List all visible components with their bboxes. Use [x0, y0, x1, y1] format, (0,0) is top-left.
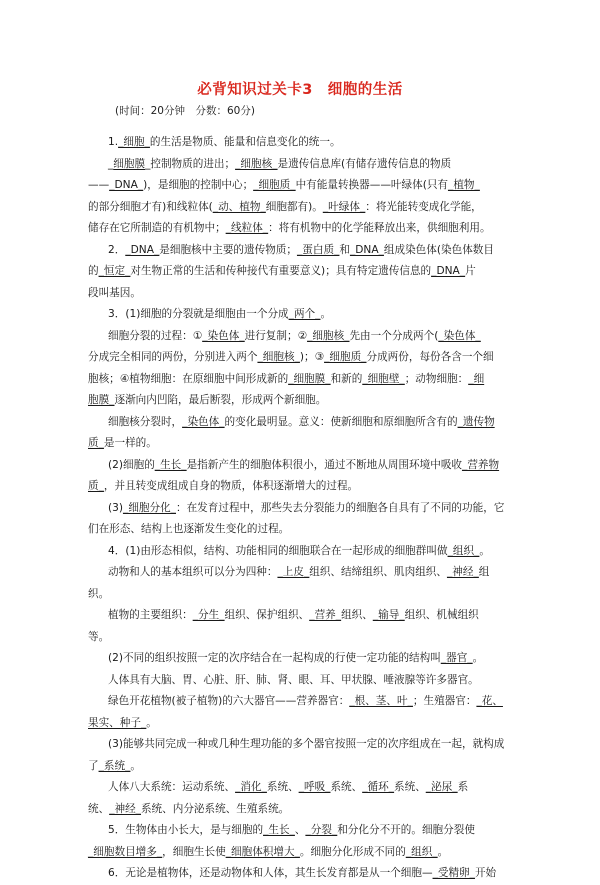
text-line — [88, 820, 516, 842]
text-line — [88, 369, 516, 391]
text-line — [88, 218, 516, 240]
text-segment: 5．生物体由小长大，是与细胞的 — [108, 824, 264, 836]
answer-fill: _系统_ — [98, 759, 131, 772]
text-segment: 。 — [472, 652, 484, 664]
text-line — [88, 842, 516, 864]
document-title: 必背知识过关卡3 细胞的生活 — [197, 82, 403, 98]
text-segment: 是细胞核中主要的遗传物质； — [159, 243, 297, 256]
text-line — [88, 670, 516, 692]
text-line — [88, 605, 516, 627]
answer-fill: _细胞_ — [118, 136, 150, 148]
text-line — [88, 756, 516, 778]
text-segment: ，细胞生长使 — [162, 845, 226, 858]
text-line — [88, 304, 516, 326]
text-line — [88, 240, 516, 262]
text-segment: ；动物细胞： — [404, 372, 469, 385]
text-segment: ：在发育过程中，那些失去分裂能力的细胞各自具有了不同的功能，它 — [175, 501, 505, 514]
text-segment: 系统、 — [266, 781, 299, 793]
text-line — [88, 261, 516, 283]
text-segment: 进行复制；② — [244, 329, 308, 342]
text-segment: 组织、保护组织、 — [224, 609, 310, 621]
text-segment: 系统、 — [394, 781, 426, 793]
text-segment: 逐渐向内凹陷，最后断裂，形成两个新细胞。 — [114, 394, 327, 406]
answer-fill: 果实、种子_ — [88, 716, 147, 729]
text-segment: ：将有机物中的化学能释放出来，供细胞利用。 — [268, 222, 491, 234]
answer-fill: _细胞壁_ — [362, 372, 405, 385]
answer-fill: _细 — [468, 372, 485, 385]
text-segment: 的 — [88, 265, 99, 277]
text-line — [88, 498, 516, 520]
text-line — [88, 691, 516, 713]
answer-fill: _DNA_ — [125, 243, 160, 256]
answer-fill: _细胞质_ — [253, 179, 296, 191]
text-segment: 2． — [108, 243, 126, 256]
answer-fill: _神经_ — [447, 566, 479, 578]
text-segment: 系统、内分泌系统、生殖系统。 — [140, 802, 290, 815]
answer-fill: _遗传物 — [457, 415, 495, 428]
text-segment: 是指新产生的细胞体积很小，通过不断地从周围环境中吸收 — [186, 458, 463, 471]
answer-fill: _输导_ — [372, 609, 405, 621]
text-segment: 动物和人的基本组织可以分为四种： — [108, 566, 278, 578]
text-line — [88, 347, 516, 369]
text-segment: ：将光能转变成化学能， — [365, 200, 482, 213]
answer-fill: _细胞分化_ — [123, 501, 176, 514]
answer-fill: _恒定_ — [98, 265, 131, 277]
answer-fill: _花、 — [476, 695, 503, 707]
text-segment: 统、 — [88, 802, 110, 815]
text-segment: 。细胞分化形成不同的 — [299, 845, 406, 858]
text-line — [88, 713, 516, 735]
answer-fill: _分生_ — [192, 609, 225, 621]
answer-fill: 质_ — [88, 480, 104, 492]
text-segment: 1. — [108, 136, 119, 148]
text-segment: _ — [108, 157, 114, 170]
text-segment: 了 — [88, 759, 99, 772]
text-line — [88, 799, 516, 821]
text-line — [88, 455, 516, 477]
text-segment: (3) — [108, 501, 124, 514]
text-line — [88, 863, 516, 885]
text-segment: 分成两份，每份各含一个细 — [366, 351, 494, 363]
text-segment: 织。 — [88, 587, 110, 600]
answer-fill: 质_ — [88, 437, 104, 449]
answer-fill: _细胞体积增大_ — [225, 845, 300, 858]
text-segment: 等。 — [88, 630, 110, 643]
text-segment: 植物的主要组织： — [108, 609, 193, 621]
answer-fill: _DNA_ — [431, 265, 466, 277]
answer-fill: _细胞核_ — [257, 351, 300, 363]
text-segment: 。 — [320, 308, 332, 320]
answer-fill: _染色体_ — [438, 329, 481, 342]
answer-fill: _两个_ — [288, 308, 321, 320]
text-segment: 组织、结缔组织、肌肉组织、 — [309, 566, 447, 578]
text-line — [88, 777, 516, 799]
answer-fill: _细胞膜_ — [288, 372, 331, 385]
answer-fill: _DNA_ — [349, 243, 384, 256]
text-segment: 组成染色体(染色体数目 — [383, 243, 494, 256]
text-segment: )，是细胞的控制中心； — [143, 179, 254, 191]
text-segment: 组织、 — [341, 609, 373, 621]
text-segment: 们在形态、结构上也逐渐发生变化的过程。 — [88, 523, 290, 535]
text-segment: 是一样的。 — [103, 437, 157, 449]
text-segment: 对生物正常的生活和传种接代有重要意义)；具有特定遗传信息的 — [130, 265, 432, 277]
text-segment: 。 — [146, 716, 157, 729]
text-segment: 和 — [339, 243, 350, 256]
answer-fill: _细胞数目增多_ — [88, 845, 163, 858]
text-line — [88, 734, 516, 756]
text-line — [88, 519, 516, 541]
answer-fill: _营养物 — [462, 458, 500, 471]
text-segment: 细胞分裂的过程：① — [108, 329, 203, 342]
answer-fill: _神经_ — [109, 802, 141, 815]
text-segment: 的变化最明显。意义：使新细胞和原细胞所含有的 — [224, 415, 458, 428]
text-line — [88, 476, 516, 498]
text-line — [88, 541, 516, 563]
text-segment: 细胞核分裂时， — [108, 415, 183, 428]
text-segment: 人体具有大脑、胃、心脏、肝、肺、肾、眼、耳、甲状腺、唾液腺等许多器官。 — [108, 673, 479, 686]
answer-fill: _消化_ — [235, 781, 267, 793]
text-segment: 细胞都有)。 — [265, 200, 323, 213]
answer-fill: _DNA_ — [109, 179, 144, 191]
text-line — [88, 390, 516, 412]
text-segment: 开始 — [474, 867, 497, 879]
text-segment: 中有能量转换器——叶绿体(只有 — [295, 179, 449, 191]
answer-fill: _组织_ — [447, 544, 480, 557]
text-segment: (3)能够共同完成一种或几种生理功能的多个器官按照一定的次序组成在一起，就构成 — [108, 738, 505, 750]
text-segment: 系统、 — [330, 781, 363, 793]
answer-fill: _泌尿_ — [425, 781, 458, 793]
text-line — [88, 175, 516, 197]
answer-fill: _动、植物_ — [212, 200, 266, 213]
answer-fill: _器官_ — [440, 652, 473, 664]
text-line — [88, 132, 516, 154]
answer-fill: _上皮_ — [277, 566, 310, 578]
text-segment: 绿色开花植物(被子植物)的六大器官——营养器官： — [108, 695, 350, 707]
answer-fill: _细胞核_ — [307, 329, 350, 342]
answer-fill: _细胞质_ — [324, 351, 367, 363]
answer-fill: _蛋白质_ — [297, 243, 340, 256]
text-segment: (2)不同的组织按照一定的次序结合在一起构成的行使一定功能的结构叫 — [108, 652, 441, 664]
text-segment: 先由一个分成两个( — [349, 329, 439, 342]
text-segment: 的生活是物质、能量和信息变化的统一。 — [149, 136, 341, 148]
text-line — [88, 648, 516, 670]
answer-fill: _染色体_ — [202, 329, 245, 342]
answer-fill: _染色体_ — [182, 415, 225, 428]
answer-fill: 细胞膜 — [113, 157, 146, 170]
text-segment: _控制物质的进出； — [145, 157, 236, 170]
text-segment: 。 — [130, 759, 141, 772]
text-segment: 。 — [479, 544, 490, 557]
text-segment: —— — [88, 179, 110, 191]
text-segment: 6．无论是植物体，还是动物体和人体，其生长发育都是从一个细胞— — [108, 867, 433, 879]
answer-fill: 胞膜_ — [88, 394, 115, 406]
document-body — [88, 132, 516, 885]
text-line — [88, 433, 516, 455]
text-segment: 3．(1)细胞的分裂就是细胞由一个分成 — [108, 308, 289, 320]
text-segment: ；生殖器官： — [412, 695, 477, 707]
answer-fill: _根、茎、叶_ — [349, 695, 413, 707]
text-segment: 和新的 — [330, 372, 363, 385]
answer-fill: _受精卵_ — [432, 867, 475, 879]
text-segment: 组 — [478, 566, 490, 578]
text-segment: 胞核；④植物细胞：在原细胞中间形成新的 — [88, 372, 289, 385]
answer-fill: _呼吸_ — [298, 781, 331, 793]
text-segment: 人体八大系统：运动系统、 — [108, 781, 236, 793]
text-segment: 的部分细胞才有)和线粒体( — [88, 200, 213, 213]
text-segment: 和分化分不开的。细胞分裂使 — [337, 824, 475, 836]
text-segment: 是遗传信息库(有储存遗传信息的物质 — [277, 157, 452, 170]
text-line — [88, 197, 516, 219]
answer-fill: _循环_ — [362, 781, 395, 793]
answer-fill: _叶绿体_ — [322, 200, 366, 213]
answer-fill: _分裂_ — [305, 824, 338, 836]
text-segment: )；③ — [299, 351, 325, 363]
answer-fill: _营养_ — [309, 609, 342, 621]
text-segment: 段叫基因。 — [88, 286, 141, 299]
text-segment: 4．(1)由形态相似，结构、功能相同的细胞联合在一起形成的细胞群叫做 — [108, 544, 448, 557]
text-line — [88, 154, 516, 176]
answer-fill: _植物_ — [448, 179, 480, 191]
text-segment: 系 — [457, 781, 469, 793]
answer-fill: _生长_ — [154, 458, 187, 471]
text-segment: (2)细胞的 — [108, 458, 155, 471]
text-line — [88, 627, 516, 649]
text-segment: 。 — [437, 845, 449, 858]
text-line — [88, 283, 516, 305]
text-line — [88, 326, 516, 348]
text-segment: 片 — [465, 265, 476, 277]
text-line — [88, 584, 516, 606]
text-segment: 分成完全相同的两份，分别进入两个 — [88, 351, 258, 363]
answer-fill: _组织_ — [405, 845, 438, 858]
answer-fill: _生长_ — [263, 824, 295, 836]
text-segment: 储存在它所制造的有机物中； — [88, 222, 226, 234]
text-line — [88, 412, 516, 434]
time-score-info: (时间：20分钟 分数：60分) — [115, 105, 255, 117]
text-segment: 、 — [294, 824, 306, 836]
text-segment: 组织、机械组织 — [404, 609, 479, 621]
text-segment: ，并且转变成组成自身的物质，体积逐渐增大的过程。 — [103, 480, 359, 492]
answer-fill: _细胞核_ — [235, 157, 278, 170]
answer-fill: _线粒体_ — [225, 222, 269, 234]
text-line — [88, 562, 516, 584]
